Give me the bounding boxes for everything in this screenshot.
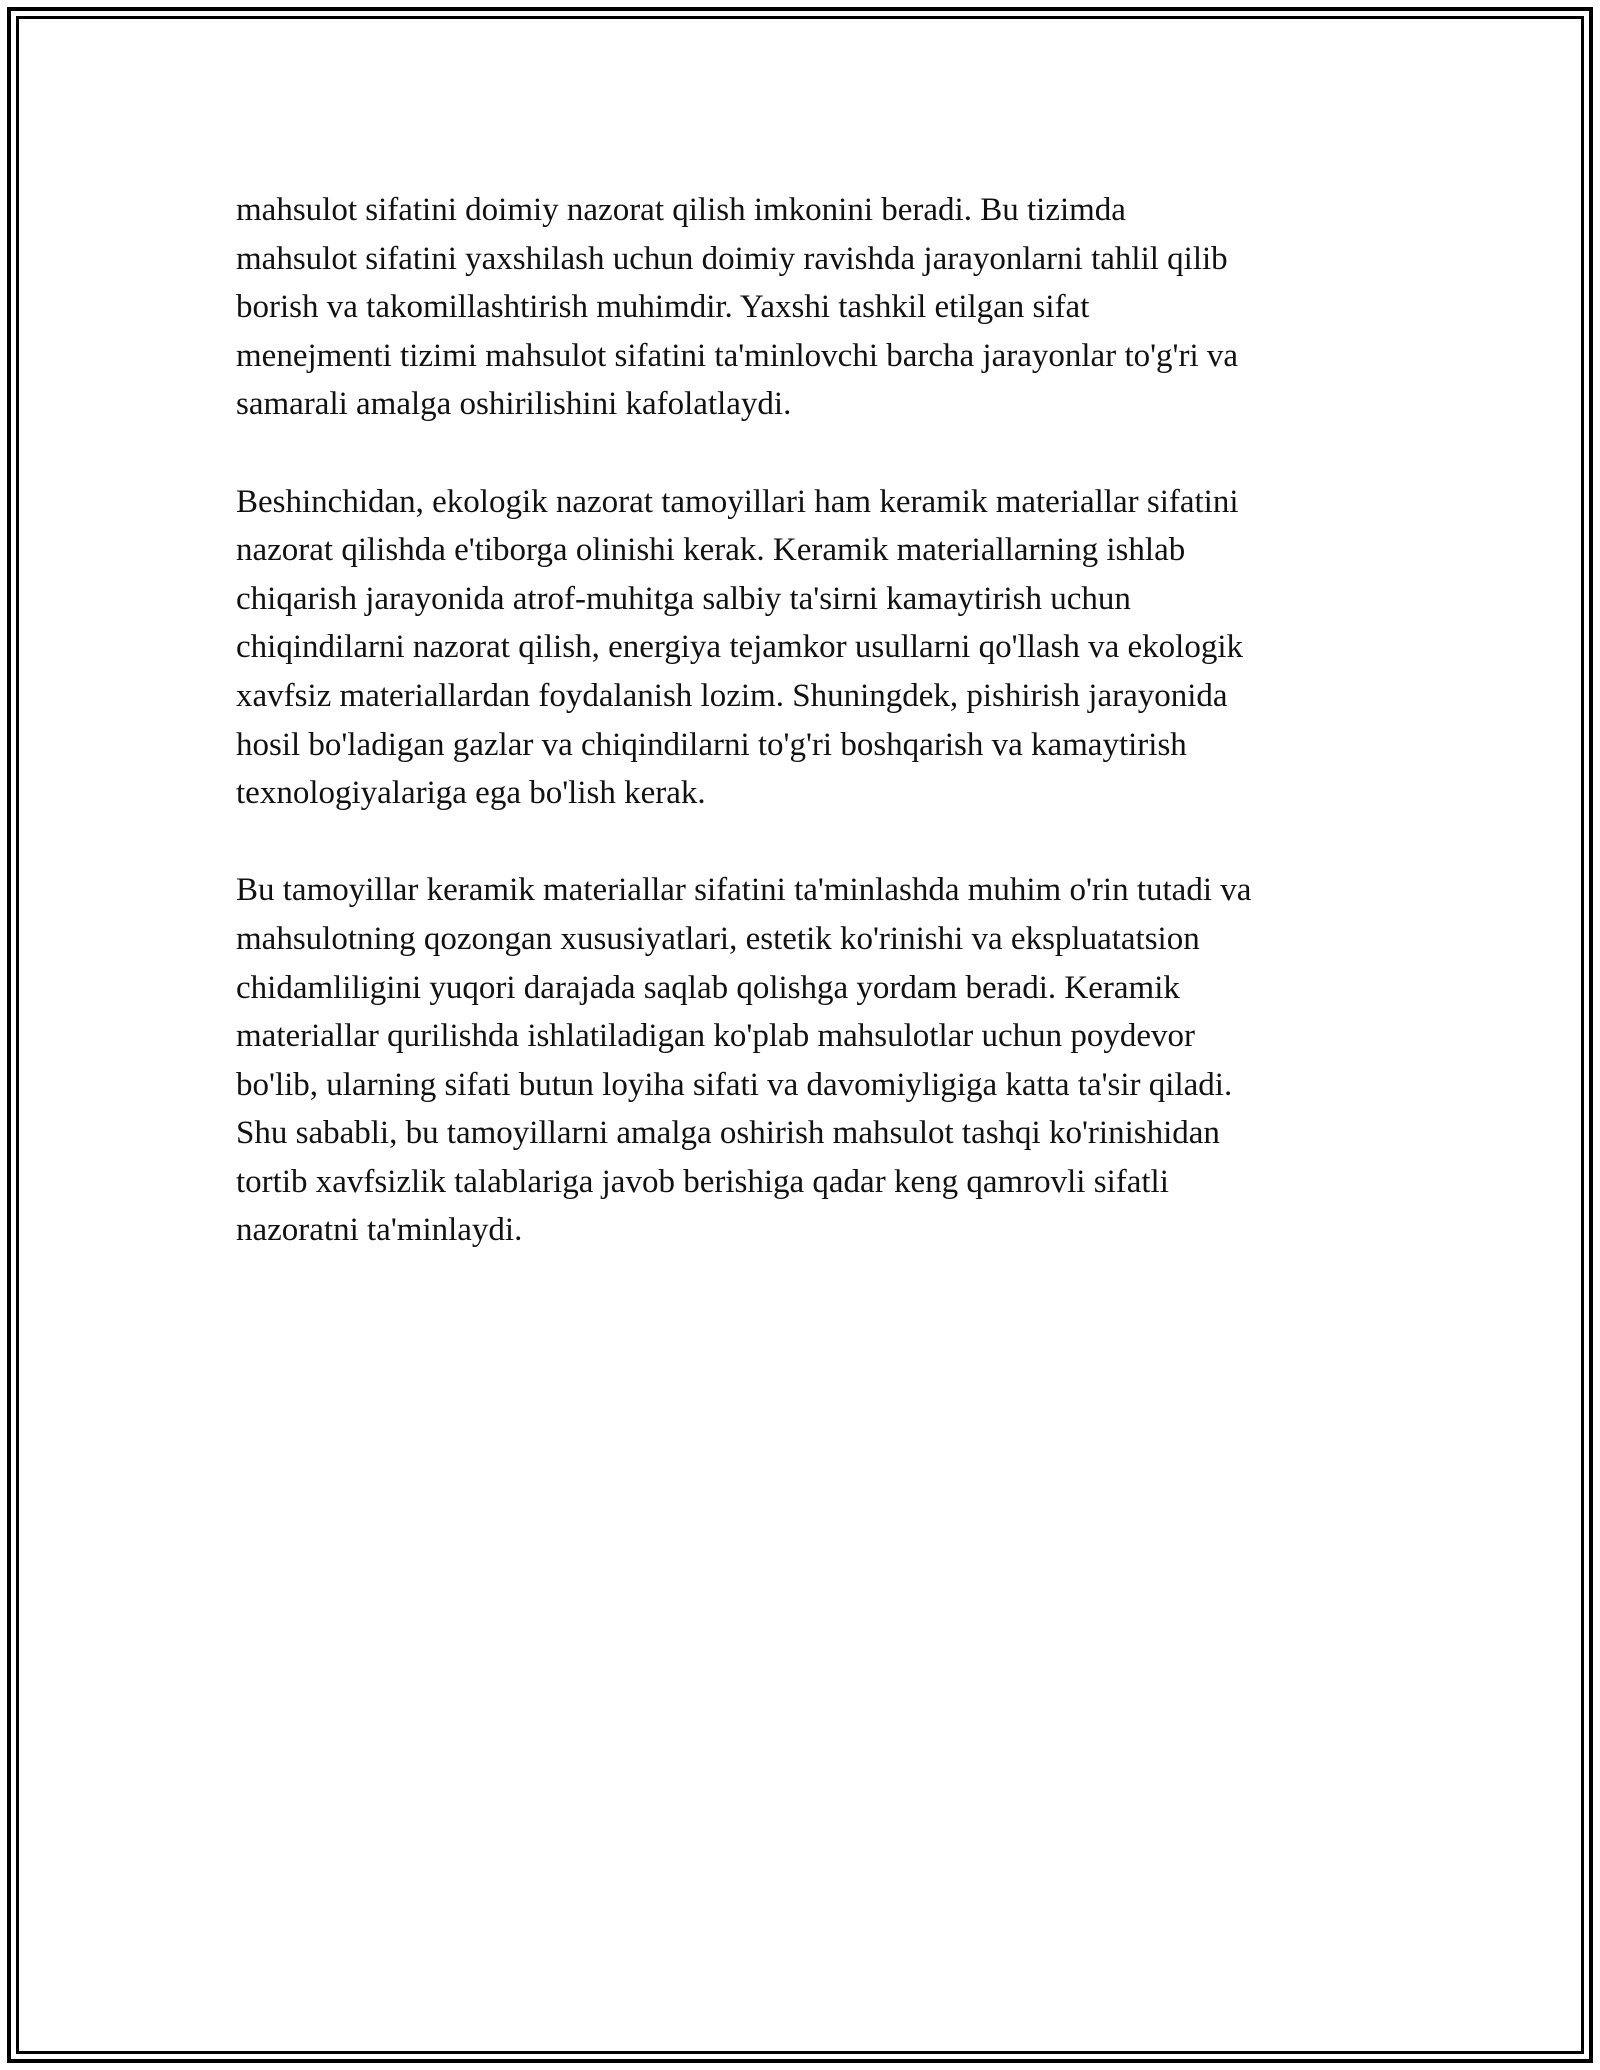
- paragraph-quality-management-system: mahsulot sifatini doimiy nazorat qilish imkonini beradi. Bu tizimda mahsulot sifatini yaxshilash uchun doimiy ravishda jarayonlarni tahlil qilib borish va takomillashtirish muhimdir. Yaxshi tashkil etilgan sifat menejmenti tizimi mahsulot sifatini ta'minlovchi barcha jarayonlar to'g'ri va samarali amalga oshirilishini kafolatlaydi.: [236, 192, 1239, 423]
- paragraph-conclusion: Bu tamoyillar keramik materiallar sifatini ta'minlashda muhim o'rin tutadi va mahsulotning qozongan xususiyatlari, estetik ko'rinishi va ekspluatatsion chidamliligini yuqori darajada saqlab qolishga yordam beradi. Keramik materiallar qurilishda ishlatiladigan ko'plab mahsulotlar uchun poydevor bo'lib, ularning sifati butun loyiha sifati va davomiyligiga katta ta'sir qiladi. Shu sababli, bu tamoyillarni amalga oshirish mahsulot tashqi ko'rinishidan tortib xavfsizlik talablariga javob berishiga qadar keng qamrovli sifatli nazoratni ta'minlaydi.: [236, 872, 1252, 1249]
- paragraph-ecological-control: Beshinchidan, ekologik nazorat tamoyillari ham keramik materiallar sifatini nazorat qilishda e'tiborga olinishi kerak. Keramik materiallarning ishlab chiqarish jarayonida atrof-muhitga salbiy ta'sirni kamaytirish uchun chiqindilarni nazorat qilish, energiya tejamkor usullarni qo'llash va ekologik xavfsiz materiallardan foydalanish lozim. Shuningdek, pishirish jarayonida hosil bo'ladigan gazlar va chiqindilarni to'g'ri boshqarish va kamaytirish texnologiyalariga ega bo'lish kerak.: [236, 483, 1243, 812]
- document-body: [236, 186, 1396, 1304]
